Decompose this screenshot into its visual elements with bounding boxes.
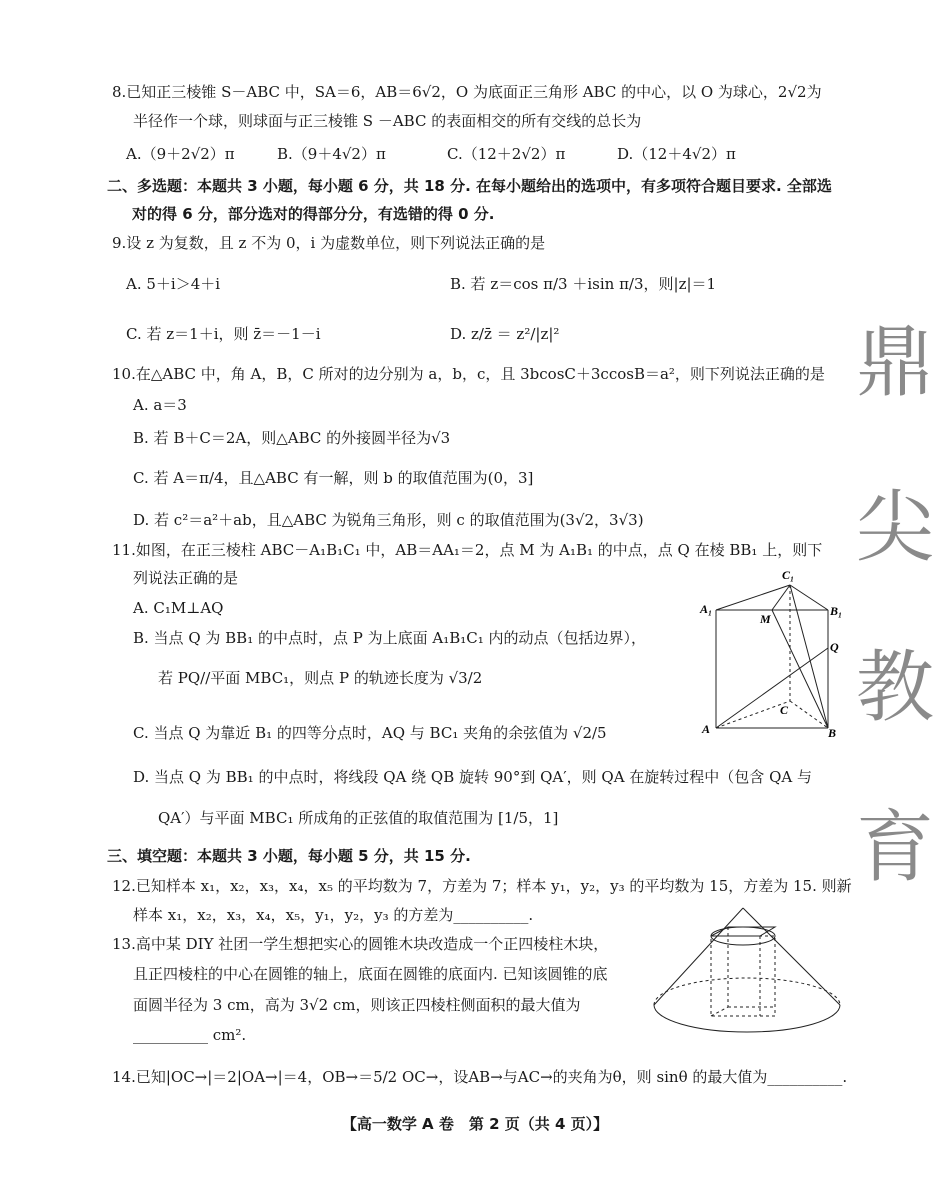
q12-line-1: 12.已知样本 x₁，x₂，x₃，x₄，x₅ 的平均数为 7，方差为 7；样本 y₁，y₂，y₃ 的平均数为 15，方差为 15. 则新 (112, 877, 852, 895)
q8-stem-line-1: 8.已知正三棱锥 S－ABC 中，SA＝6，AB＝6√2，O 为底面正三角形 ABC 的中心，以 O 为球心，2√2为 (112, 83, 822, 101)
watermark-char-2: 尖 (856, 483, 935, 573)
label-a: A (702, 722, 711, 736)
label-m: M (760, 612, 771, 626)
q11-option-d-line-1: D. 当点 Q 为 BB₁ 的中点时，将线段 QA 绕 QB 旋转 90°到 QA′，则 QA 在旋转过程中（包含 QA 与 (133, 768, 812, 786)
q8-option-b: B.（9＋4√2）π (277, 145, 386, 163)
q9-option-d: D. z/z̄ ＝ z²/|z|² (450, 325, 560, 343)
q9-option-a: A. 5＋i＞4＋i (126, 275, 221, 293)
label-c1: C₁ (782, 568, 795, 582)
label-b: B (828, 726, 837, 740)
q8-stem-line-2: 半径作一个球，则球面与正三棱锥 S －ABC 的表面相交的所有交线的总长为 (133, 112, 642, 130)
q11-stem-line-2: 列说法正确的是 (133, 569, 239, 587)
q11-option-c: C. 当点 Q 为靠近 B₁ 的四等分点时，AQ 与 BC₁ 夹角的余弦值为 √2/5 (133, 724, 607, 742)
label-q: Q (830, 640, 839, 654)
q11-option-d-line-2: QA′）与平面 MBC₁ 所成角的正弦值的取值范围为 [1/5，1] (158, 809, 559, 827)
q8-option-c: C.（12＋2√2）π (447, 145, 566, 163)
q8-option-d: D.（12＋4√2）π (617, 145, 736, 163)
q10-option-c: C. 若 A＝π/4，且△ABC 有一解，则 b 的取值范围为(0，3] (133, 469, 534, 487)
label-b1: B₁ (830, 604, 843, 618)
section3-heading: 三、填空题：本题共 3 小题，每小题 5 分，共 15 分. (107, 847, 471, 865)
q13-line-3: 面圆半径为 3 cm，高为 3√2 cm，则该正四棱柱侧面积的最大值为 (133, 996, 581, 1014)
q9-stem: 9.设 z 为复数，且 z 不为 0，i 为虚数单位，则下列说法正确的是 (112, 234, 546, 252)
watermark-char-4: 育 (856, 803, 935, 893)
cone-figure (650, 902, 850, 1042)
q10-stem: 10.在△ABC 中，角 A，B，C 所对的边分别为 a，b，c，且 3bcosC＋3ccosB＝a²，则下列说法正确的是 (112, 365, 825, 383)
q14-line: 14.已知|OC→|＝2|OA→|＝4，OB→＝5/2 OC→，设AB→与AC→的夹角为θ，则 sinθ 的最大值为__________. (112, 1068, 848, 1086)
q8-option-a: A.（9＋2√2）π (126, 145, 235, 163)
q12-line-2: 样本 x₁，x₂，x₃，x₄，x₅，y₁，y₂，y₃ 的方差为__________. (133, 906, 534, 924)
q9-option-c: C. 若 z＝1＋i，则 z̄＝－1－i (126, 325, 321, 343)
section2-heading-line-1: 二、多选题：本题共 3 小题，每小题 6 分，共 18 分. 在每小题给出的选项中，有多项符合题目要求. 全部选 (107, 177, 832, 195)
q13-line-4: __________ cm². (133, 1026, 247, 1044)
q9-option-b: B. 若 z＝cos π/3 ＋isin π/3，则|z|＝1 (450, 275, 717, 293)
q10-option-b: B. 若 B＋C＝2A，则△ABC 的外接圆半径为√3 (133, 429, 451, 447)
section2-heading-line-2: 对的得 6 分，部分选对的得部分分，有选错的得 0 分. (132, 205, 495, 223)
q10-option-a: A. a＝3 (133, 396, 187, 414)
q11-stem-line-1: 11.如图，在正三棱柱 ABC－A₁B₁C₁ 中，AB＝AA₁＝2，点 M 为 A₁B₁ 的中点，点 Q 在棱 BB₁ 上，则下 (112, 541, 823, 559)
q13-line-1: 13.高中某 DIY 社团一学生想把实心的圆锥木块改造成一个正四棱柱木块， (112, 935, 609, 953)
q11-option-a: A. C₁M⊥AQ (133, 599, 224, 617)
watermark-char-3: 教 (856, 643, 935, 733)
watermark-char-1: 鼎 (856, 318, 935, 408)
label-a1: A₁ (700, 602, 713, 616)
prism-figure (696, 565, 856, 740)
q13-line-2: 且正四棱柱的中心在圆锥的轴上，底面在圆锥的底面内. 已知该圆锥的底 (133, 965, 608, 983)
q11-option-b-line-1: B. 当点 Q 为 BB₁ 的中点时，点 P 为上底面 A₁B₁C₁ 内的动点（包括边界）， (133, 629, 647, 647)
page-footer: 【高一数学 A 卷 第 2 页（共 4 页）】 (341, 1115, 609, 1133)
label-c: C (780, 703, 789, 717)
q11-option-b-line-2: 若 PQ//平面 MBC₁，则点 P 的轨迹长度为 √3/2 (158, 669, 483, 687)
q10-option-d: D. 若 c²＝a²＋ab，且△ABC 为锐角三角形，则 c 的取值范围为(3√2，3√3) (133, 511, 644, 529)
